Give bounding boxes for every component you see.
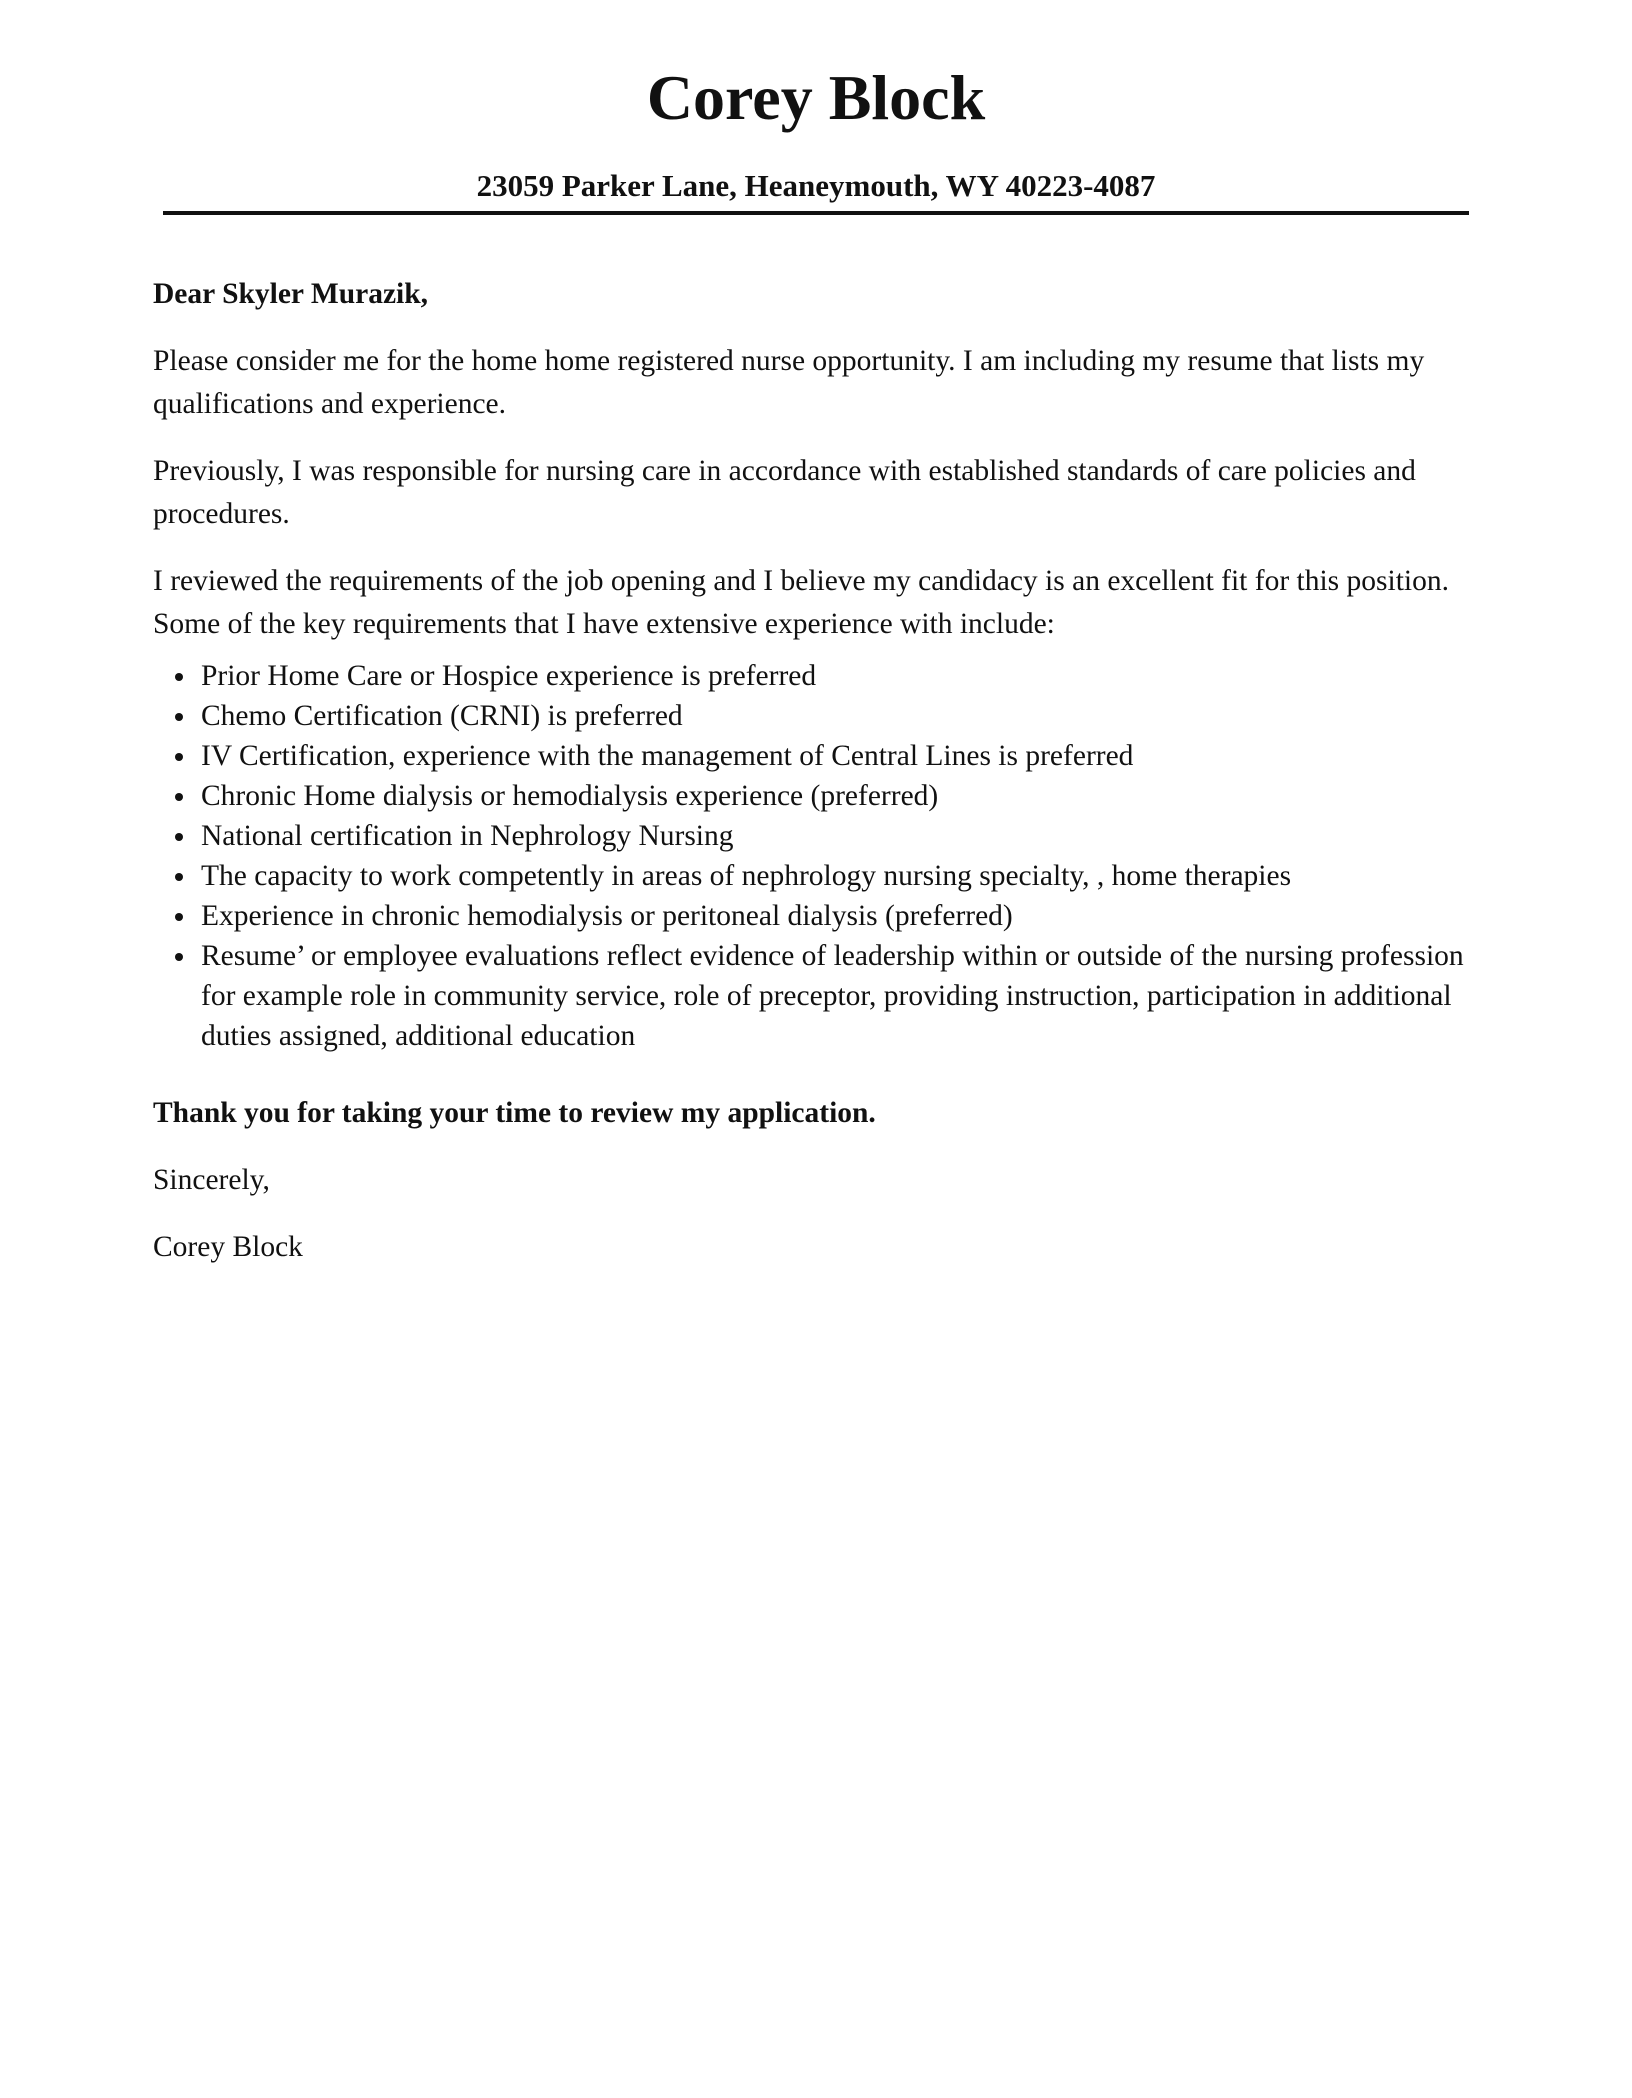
- list-item: [153, 856, 1483, 896]
- bullet-icon: [175, 753, 183, 761]
- list-item: [153, 736, 1483, 776]
- list-item: [153, 696, 1483, 736]
- list-item-text: National certification in Nephrology Nursing: [201, 820, 734, 852]
- paragraph-requirements-intro: I reviewed the requirements of the job opening and I believe my candidacy is an excellent fit for this position. Some of the key requirements that I have extensive experience with include:: [153, 565, 1449, 640]
- list-item: [153, 936, 1483, 1056]
- bullet-icon: [175, 913, 183, 921]
- bullet-icon: [175, 873, 183, 881]
- list-item-text: Resume’ or employee evaluations reflect evidence of leadership within or outside of the nursing profession for example role in community service, role of preceptor, providing instruction, participation in additional duties assigned, additional education: [201, 940, 1464, 1052]
- list-item: [153, 896, 1483, 936]
- letter-body: [153, 273, 1483, 1293]
- list-item-text: Chronic Home dialysis or hemodialysis experience (preferred): [201, 780, 939, 812]
- list-item: [153, 656, 1483, 696]
- bullet-icon: [175, 673, 183, 681]
- paragraph-previous-role: Previously, I was responsible for nursing care in accordance with established standards of care policies and procedures.: [153, 455, 1416, 530]
- closing: Sincerely,: [153, 1164, 270, 1196]
- applicant-address: 23059 Parker Lane, Heaneymouth, WY 40223-4087: [476, 168, 1156, 203]
- thank-you-line: Thank you for taking your time to review my application.: [153, 1097, 876, 1129]
- bullet-icon: [175, 793, 183, 801]
- bullet-icon: [175, 713, 183, 721]
- list-item: [153, 776, 1483, 816]
- signature: Corey Block: [153, 1231, 303, 1263]
- header-divider: [163, 211, 1469, 215]
- list-item-text: The capacity to work competently in areas of nephrology nursing specialty, , home therapies: [201, 860, 1292, 892]
- list-item: [153, 816, 1483, 856]
- applicant-name: Corey Block: [646, 62, 986, 133]
- requirements-list: [153, 656, 1483, 1056]
- bullet-icon: [175, 953, 183, 961]
- list-item-text: Chemo Certification (CRNI) is preferred: [201, 700, 683, 732]
- paragraph-intro: Please consider me for the home home registered nurse opportunity. I am including my resume that lists my qualifications and experience.: [153, 345, 1425, 420]
- list-item-text: Experience in chronic hemodialysis or peritoneal dialysis (preferred): [201, 900, 1013, 932]
- list-item-text: IV Certification, experience with the management of Central Lines is preferred: [201, 740, 1134, 772]
- list-item-text: Prior Home Care or Hospice experience is preferred: [201, 660, 817, 692]
- salutation: Dear Skyler Murazik,: [153, 278, 429, 310]
- bullet-icon: [175, 833, 183, 841]
